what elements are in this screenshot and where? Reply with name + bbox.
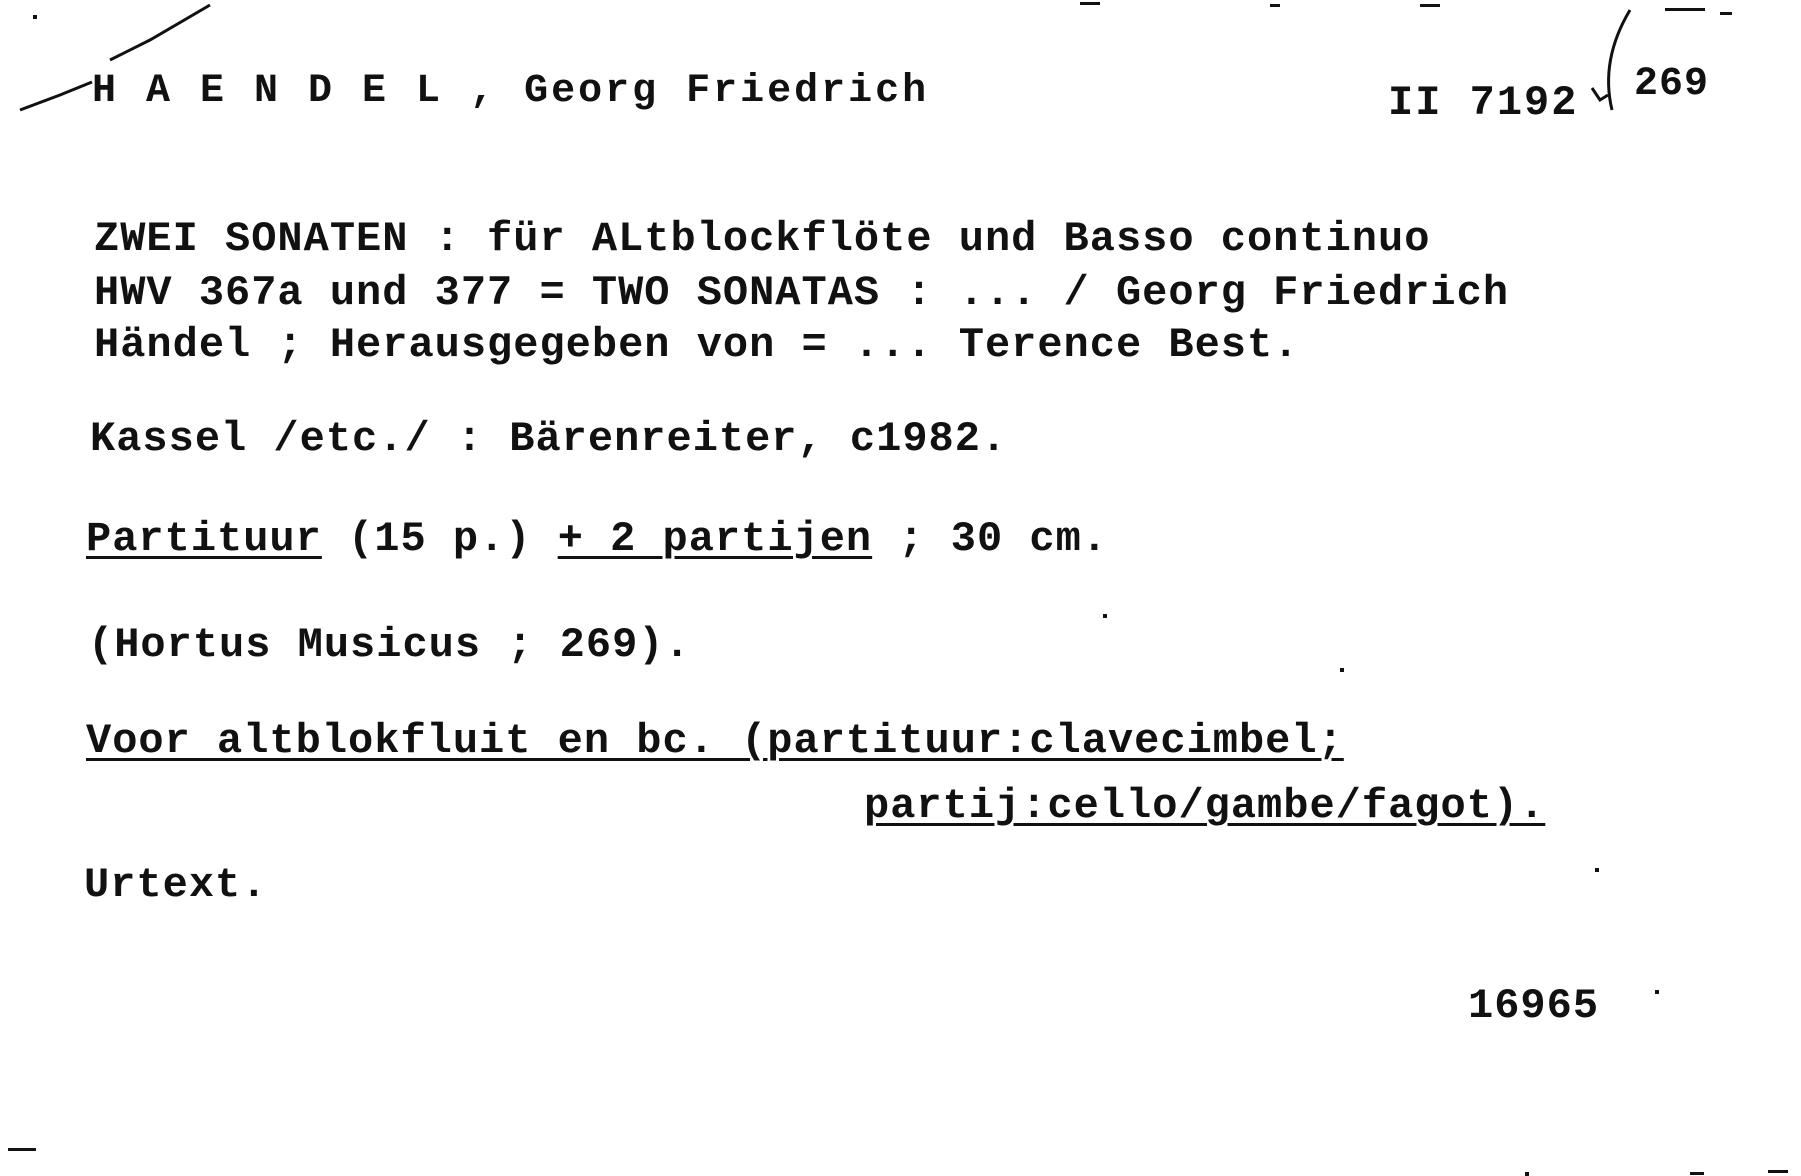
shelfmark: II 7192 (1388, 79, 1579, 127)
series-statement: (Hortus Musicus ; 269). (88, 621, 691, 669)
title-line-3: Händel ; Herausgegeben von = ... Terence Best. (94, 321, 1300, 369)
note-line-2 (864, 782, 1546, 830)
accession-number: 16965 (1468, 982, 1600, 1030)
collation-size: ; 30 cm. (872, 515, 1108, 563)
title-line-1: ZWEI SONATEN : für ALtblockflöte und Basso continuo (94, 215, 1431, 263)
shelfmark-series-number: 269 (1634, 62, 1710, 107)
collation-pages: (15 p.) (321, 515, 558, 563)
pen-tick (1592, 88, 1608, 100)
pen-stroke-top (110, 5, 210, 60)
note-line-1 (86, 717, 1344, 765)
note-line-1-text: Voor altblokfluit en bc. (partituur:clavecimbel; (86, 717, 1344, 765)
note-urtext: Urtext. (84, 861, 268, 909)
pen-bracket (1609, 10, 1630, 110)
author-heading: H A E N D E L , Georg Friedrich (92, 69, 930, 114)
title-line-2: HWV 367a und 377 = TWO SONATAS : ... / Georg Friedrich (94, 269, 1510, 317)
imprint: Kassel /etc./ : Bärenreiter, c1982. (90, 415, 1008, 463)
collation-score: Partituur (86, 515, 322, 563)
collation-parts: + 2 partijen (557, 515, 873, 563)
pen-stroke-author (20, 82, 92, 110)
collation (86, 515, 1108, 563)
note-line-2-text: partij:cello/gambe/fagot). (864, 782, 1546, 830)
